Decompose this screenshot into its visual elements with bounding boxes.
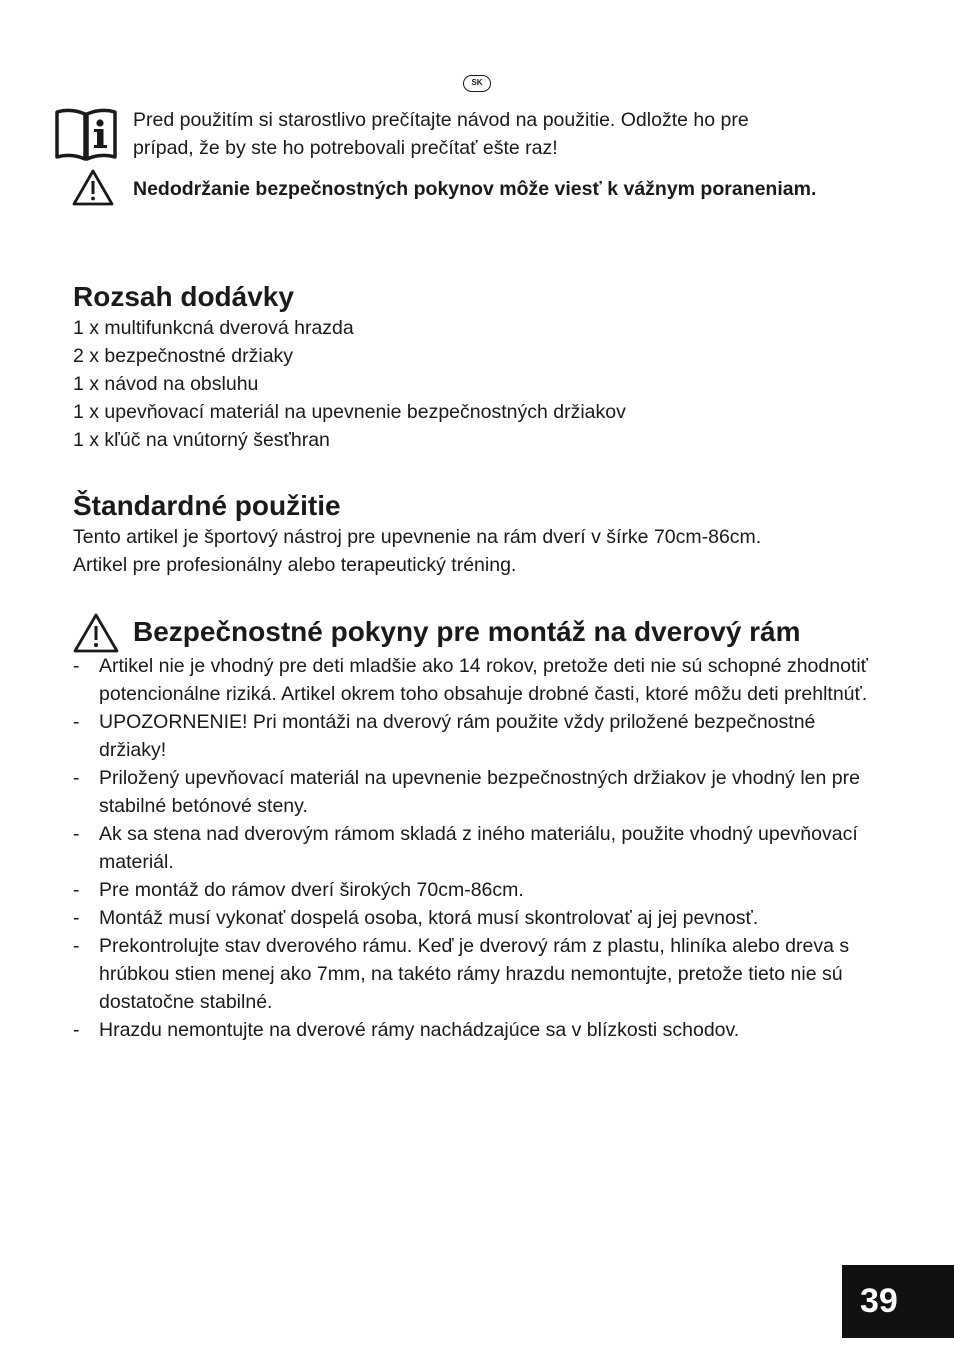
intended-use-title: Štandardné použitie — [73, 490, 341, 521]
scope-title: Rozsah dodávky — [73, 281, 294, 312]
scope-item: 2 x bezpečnostné držiaky — [73, 345, 294, 367]
intro-info-text: Pred použitím si starostlivo prečítajte návod na použitie. Odložte ho pre prípad, že by ste ho potrebovali prečítať ešte raz! — [133, 109, 749, 159]
list-dash: - — [73, 935, 80, 957]
list-dash: - — [73, 879, 80, 901]
scope-list — [73, 314, 626, 454]
safety-item — [73, 904, 873, 932]
scope-item: 1 x návod na obsluhu — [73, 373, 259, 395]
list-dash: - — [73, 767, 80, 789]
safety-item-text: Pre montáž do rámov dverí širokých 70cm-86cm. — [99, 879, 524, 901]
intended-use-line: Tento artikel je športový nástroj pre upevnenie na rám dverí v šírke 70cm-86cm. — [73, 526, 762, 548]
scope-item: 1 x multifunkcná dverová hrazda — [73, 317, 354, 339]
safety-item — [73, 932, 873, 1016]
scope-item: 1 x kľúč na vnútorný šesťhran — [73, 429, 330, 451]
safety-item — [73, 708, 873, 764]
safety-item-text: Artikel nie je vhodný pre deti mladšie ako 14 rokov, pretože deti nie sú schopné zhodnotiť potencionálne riziká. Artikel okrem toho obsahuje drobné časti, ktoré môžu deti prehltnúť. — [99, 655, 868, 705]
book-info-icon — [54, 108, 118, 162]
intro-warning-text: Nedodržanie bezpečnostných pokynov môže viesť k vážnym poraneniam. — [133, 178, 817, 200]
safety-item — [73, 764, 873, 820]
warning-triangle-icon — [73, 613, 119, 653]
warning-triangle-icon — [72, 169, 114, 206]
safety-item-text: UPOZORNENIE! Pri montáži na dverový rám použite vždy priložené bezpečnostné držiaky! — [99, 711, 816, 761]
safety-item — [73, 820, 873, 876]
safety-title: Bezpečnostné pokyny pre montáž na dverový rám — [133, 616, 801, 647]
safety-list — [73, 652, 873, 1044]
safety-item — [73, 652, 873, 708]
list-dash: - — [73, 1019, 80, 1041]
list-dash: - — [73, 823, 80, 845]
safety-item-text: Ak sa stena nad dverovým rámom skladá z iného materiálu, použite vhodný upevňovací materiál. — [99, 823, 858, 873]
page-number: 39 — [842, 1265, 954, 1338]
list-dash: - — [73, 907, 80, 929]
list-dash: - — [73, 655, 80, 677]
safety-item-text: Priložený upevňovací materiál na upevnenie bezpečnostných držiakov je vhodný len pre stabilné betónové steny. — [99, 767, 860, 817]
safety-item — [73, 1016, 873, 1044]
safety-item-text: Montáž musí vykonať dospelá osoba, ktorá musí skontrolovať aj jej pevnosť. — [99, 907, 759, 929]
safety-item-text: Prekontrolujte stav dverového rámu. Keď je dverový rám z plastu, hliníka alebo dreva s hrúbkou stien menej ako 7mm, na takéto rámy hrazdu nemontujte, pretože tieto nie sú dostatočne stabilné. — [99, 935, 850, 1013]
safety-item — [73, 876, 873, 904]
language-badge: SK — [463, 75, 491, 92]
scope-item: 1 x upevňovací materiál na upevnenie bezpečnostných držiakov — [73, 401, 626, 423]
intended-use-line: Artikel pre profesionálny alebo terapeutický tréning. — [73, 554, 517, 576]
safety-item-text: Hrazdu nemontujte na dverové rámy nachádzajúce sa v blízkosti schodov. — [99, 1019, 740, 1041]
list-dash: - — [73, 711, 80, 733]
